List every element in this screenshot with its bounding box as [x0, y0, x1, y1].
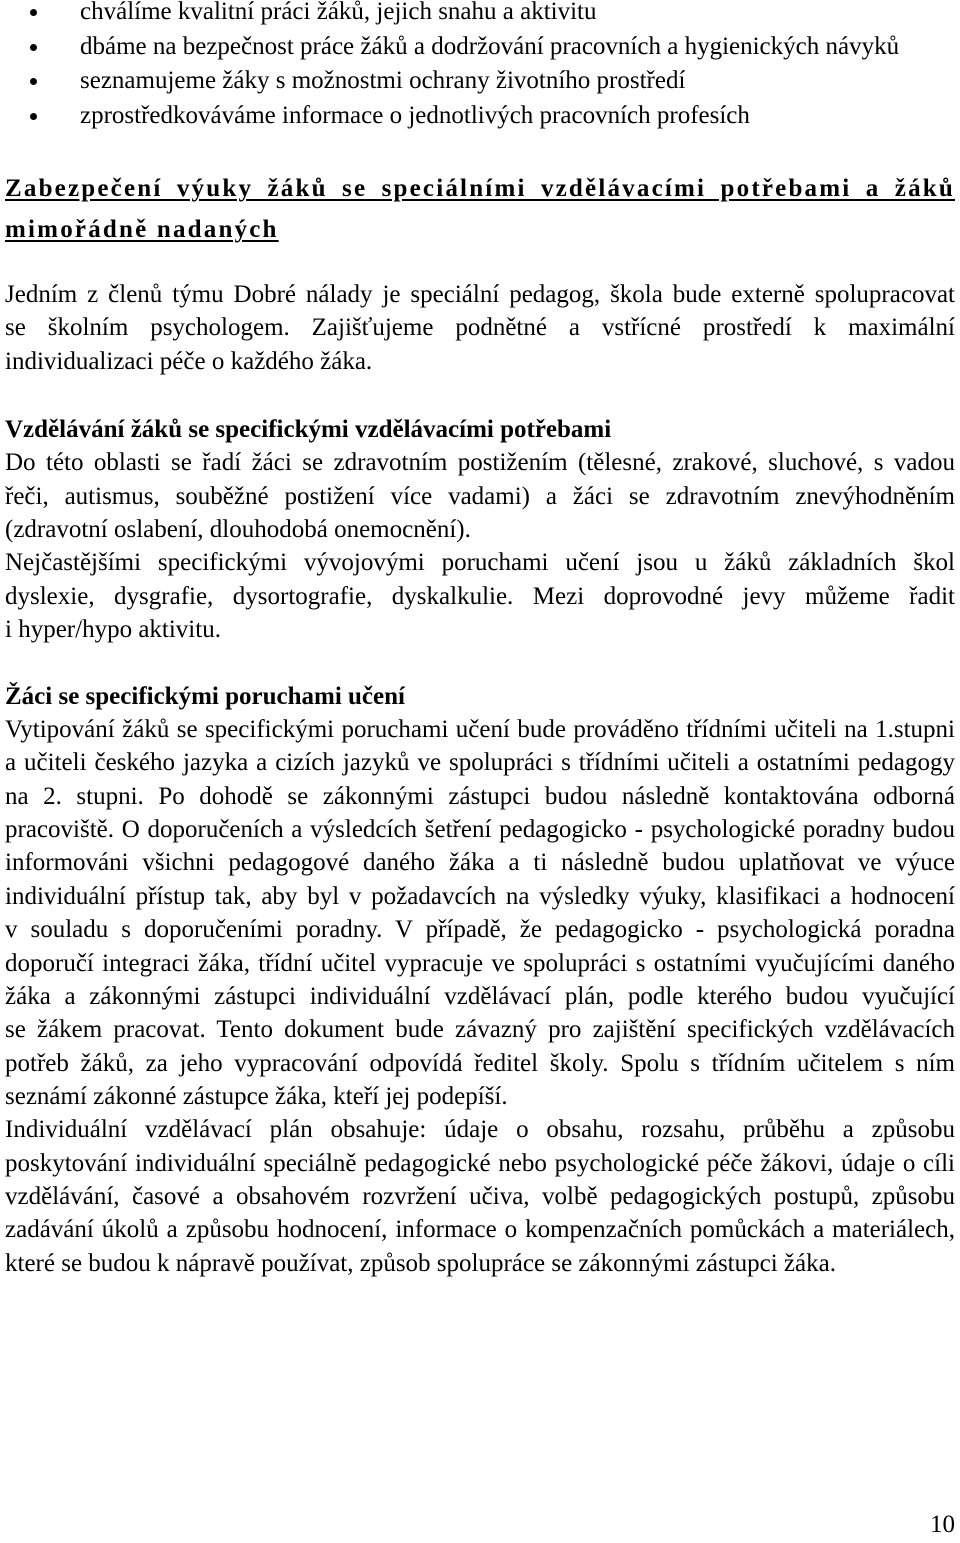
section-heading-line: mimořádně nadaných	[5, 216, 279, 243]
bullet-icon	[30, 9, 37, 16]
list-item-text: chválíme kvalitní práci žáků, jejich snahu a aktivitu	[80, 0, 597, 25]
paragraph-line: Nejčastějšími specifickými vývojovými poruchami učení jsou u žáků základních škol	[5, 549, 955, 577]
paragraph-line: vzdělávání, časové a obsahovém rozvržení učiva, volbě pedagogických postupů, způsobu	[5, 1182, 955, 1210]
paragraph-line: zadávání úkolů a způsobu hodnocení, informace o kompenzačních pomůckách a materiálech,	[5, 1216, 955, 1244]
paragraph-line: doporučí integraci žáka, třídní učitel vypracuje ve spolupráci s ostatními vyučujícími daného	[5, 949, 955, 977]
paragraph-line: Do této oblasti se řadí žáci se zdravotním postižením (tělesné, zrakové, sluchové, s vadou	[5, 449, 955, 477]
paragraph-line: které se budou k nápravě používat, způsob spolupráce se zákonnými zástupci žáka.	[5, 1249, 836, 1277]
list-item	[0, 99, 955, 134]
bullet-icon	[30, 113, 37, 120]
paragraph-line: potřeb žáků, za jeho vypracování odpovídá ředitel školy. Spolu s třídním učitelem s ním	[5, 1049, 955, 1077]
list-item	[0, 0, 955, 30]
paragraph-line: se školním psychologem. Zajišťujeme podnětné a vstřícné prostředí k maximální	[5, 314, 955, 342]
bullet-icon	[30, 78, 37, 85]
list-item-text: dbáme na bezpečnost práce žáků a dodržování pracovních a hygienických návyků	[80, 32, 900, 60]
paragraph-line: seznámí zákonné zástupce žáka, kteří jej podepíší.	[5, 1082, 508, 1110]
paragraph-line: poskytování individuální speciálně pedagogické nebo psychologické péče žákovi, údaje o cíli	[5, 1149, 955, 1177]
paragraph-line: a učiteli českého jazyka a cizích jazyků ve spolupráci s třídními učiteli a ostatními pedagogy	[5, 749, 955, 777]
list-item-text: seznamujeme žáky s možnostmi ochrany životního prostředí	[80, 67, 686, 95]
special-needs-section	[5, 413, 955, 1280]
paragraph-line: Vytipování žáků se specifickými poruchami učení bude prováděno třídními učiteli na 1.stupni	[5, 716, 955, 744]
paragraph-line: Individuální vzdělávací plán obsahuje: údaje o obsahu, rozsahu, průběhu a způsobu	[5, 1116, 955, 1144]
paragraph-line: v souladu s doporučeními poradny. V případě, že pedagogicko - psychologická poradna	[5, 916, 955, 944]
paragraph-line: na 2. stupni. Po dohodě se zákonnými zástupci budou následně kontaktována odborná	[5, 782, 955, 810]
page-number: 10	[930, 1511, 955, 1538]
paragraph-line: informováni všichni pedagogové daného žáka a ti následně budou uplatňovat ve výuce	[5, 849, 955, 877]
paragraph	[5, 546, 955, 646]
subsection-heading: Žáci se specifickými poruchami učení	[5, 682, 405, 710]
subsection-heading: Vzdělávání žáků se specifickými vzdělávacími potřebami	[5, 416, 612, 443]
paragraph-line: individuální přístup tak, aby byl v požadavcích na výsledky výuky, klasifikaci a hodnocení	[5, 882, 955, 910]
bullet-list	[0, 0, 955, 134]
section-heading-line: Zabezpečení výuky žáků se speciálními vzdělávacími potřebami a žáků	[5, 175, 955, 202]
section-heading	[5, 168, 955, 250]
paragraph-line: žáka a zákonnými zástupci individuální vzdělávací plán, podle kterého budou vyučující	[5, 982, 955, 1010]
paragraph-line: pracoviště. O doporučeních a výsledcích šetření pedagogicko - psychologické poradny budou	[5, 816, 955, 844]
list-item-text: zprostředkováváme informace o jednotlivých pracovních profesích	[80, 102, 750, 130]
paragraph-line: řeči, autismus, souběžné postižení více vadami) a žáci se zdravotním znevýhodněním	[5, 482, 955, 510]
paragraph-line: (zdravotní oslabení, dlouhodobá onemocnění).	[5, 516, 471, 544]
paragraph	[5, 446, 955, 546]
paragraph-line: i hyper/hypo aktivitu.	[5, 616, 221, 644]
paragraph-line: se žákem pracovat. Tento dokument bude závazný pro zajištění specifických vzdělávacích	[5, 1016, 955, 1044]
paragraph-line: dyslexie, dysgrafie, dysortografie, dyskalkulie. Mezi doprovodné jevy můžeme řadit	[5, 582, 955, 610]
paragraph-line: individualizaci péče o každého žáka.	[5, 347, 373, 375]
intro-paragraph	[5, 278, 955, 378]
bullet-icon	[30, 44, 37, 51]
paragraph	[5, 713, 955, 1113]
list-item	[0, 64, 955, 99]
paragraph	[5, 1113, 955, 1280]
paragraph-line: Jedním z členů týmu Dobré nálady je speciální pedagog, škola bude externě spolupracovat	[5, 281, 955, 308]
list-item	[0, 30, 955, 65]
